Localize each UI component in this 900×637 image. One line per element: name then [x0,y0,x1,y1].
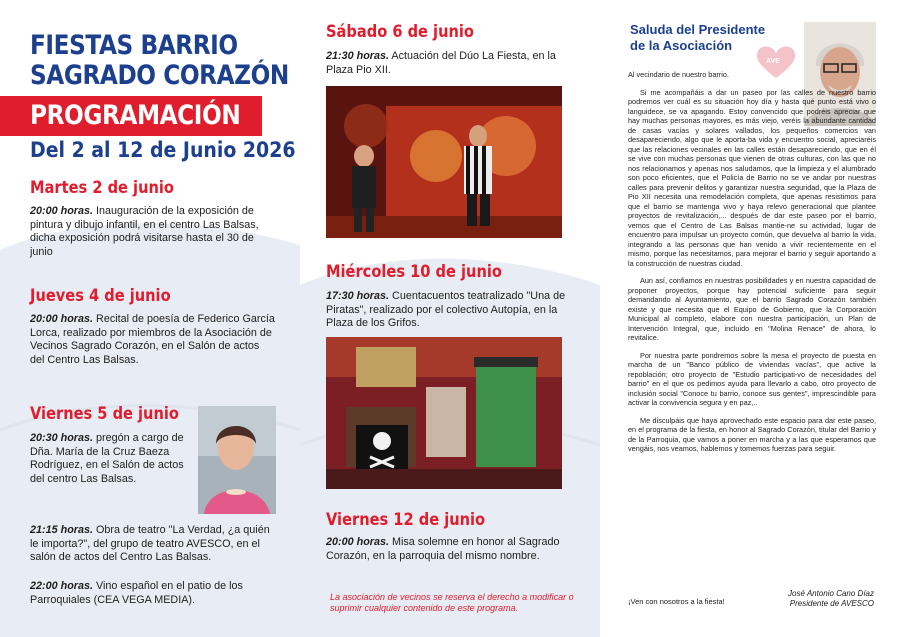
day-heading-miercoles: Miércoles 10 de junio [326,262,502,282]
event-text: Misa solemne en honor al Sagrado Corazón, en la parroquia del mismo nombre. [326,536,560,562]
event-time: 20:00 horas. [30,313,94,325]
event-time: 21:15 horas. [30,524,94,536]
event-text: pregón a cargo de Dña. María de la Cruz Baeza Rodríguez, en el Salón de actos del centro Las Balsas. [30,432,184,485]
programacion-band [0,96,262,136]
letter-paragraph-2: Aun así, confiamos en nuestras posibilidades y en nuestra capacidad de proponer proyectos, porque hay potencial suficiente para seguir demandando al Ayuntamiento, que el barrio Sagrado Corazón también existe y que necesita que el Equipo de Gobierno, que la Corporación Municipal al completo, elabore con nuestra participación, un Plan de Intervención Integral, que, incluido en "Molina Renace" de ahora, lo revitalice. [628,276,876,342]
day-heading-jueves: Jueves 4 de junio [30,286,171,306]
signature-name: José Antonio Cano Díaz [788,589,874,598]
event-time: 20:30 horas. [30,432,94,444]
logo-text: AVE [766,58,780,65]
photo-duo-la-fiesta [326,86,562,238]
event-text: Inauguración de la exposición de pintura y dibujo infantil, en el centro Las Balsas, dicha exposición podrá visitarse hasta el 30 de junio [30,205,259,258]
band-label: PROGRAMACIÓN [30,100,241,131]
event-text: Cuentacuentos teatralizado "Una de Piratas", realizado por el colectivo Autopía, en la Plaza de los Grifos. [326,290,566,330]
event-time: 22:00 horas. [30,580,94,592]
event-text: Obra de teatro "La Verdad, ¿a quién le importa?", del grupo de teatro AVESCO, en el salón de actos del Centro Las Balsas. [30,524,270,564]
event-martes [30,205,276,259]
letter-paragraph-3: Por nuestra parte pondremos sobre la mesa el proyecto de puesta en marcha de un "Banco público de viviendas vacías", que active la repoblación; otro proyecto de "Estudio participati-vo de necesidades del barrio" en el que os pedimos ayuda para llevarlo a cabo, otro proyecto de inclusión social "Conoce tu barrio, conoce sus gentes", imprescindible para activar la convivencia segura y en paz,.. [628,350,876,407]
title-line-1: FIESTAS BARRIO [30,30,238,61]
president-column [600,0,900,637]
event-viernes5-pregon [30,432,190,486]
event-sabado [326,50,566,77]
letter-paragraph-4: Me disculpáis que haya aprovechado este espacio para dar este paseo, en el programa de la fiesta, en honor al Sagrado Corazón, titular del Barrio y de la Parroquia, que vamos a poner en marcha y a las que esperamos que vengáis, nos veamos, hablemos y tomemos fuerzas para seguir. [628,415,876,453]
event-time: 21:30 horas. [326,50,390,62]
president-title [630,22,765,54]
event-jueves [30,313,276,367]
event-time: 20:00 horas. [326,536,390,548]
disclaimer-note: La asociación de vecinos se reserva el derecho a modificar o suprimir cualquier contenido de este programa. [330,592,574,613]
letter-paragraph-1: Si me acompañáis a dar un paseo por las calles de nuestro barrio podremos ver cuál es su situación hoy día y hasta qué punto está vivo o languidece, se va apagando. Estoy convencido que podréis apreciar que hay muchas personas mayores, es más viejo, veréis la abundante cantidad de casas vacías y solares vallados, los pequeños comercios van desapareciendo, algo que le aporta-ba vida y encuentro social, apreciaréis que las relaciones vecinales en las calles están desapareciendo, que en él se vive con muchas personas que vienen de otras culturas, con las que no nos relacionamos y apenas nos saludamos, que la limpieza y el alumbrado son poco eficientes, que el Policía de Barrio no se ve andar por nuestras calles para prevenir delitos y garantizar nuestra seguridad, que la Plaza de Pio XII necesita una remodelación completa, que apenas resistimos para que el barrio se mantenga vivo y haya relevo generacional que plantee proyectos de revitalización,... después de dar este paseo por el barrio, vemos que el Centro de Las Balsas mantie-ne su actividad, lugar de encuentro para impulsar un proyecto común, que devuelva al barrio la vida, integrando a las personas que han venido a vivir recientemente en el mismo, porque las necesitamos, para mejorar el barrio y seguir aportando a la construcción de nuestras ciudad. [628,87,876,268]
program-column-left [0,0,300,637]
president-title-line-2: de la Asociación [630,38,733,53]
signature-role: Presidente de AVESCO [789,599,874,608]
president-letter [628,70,876,462]
program-column-middle [300,0,600,637]
event-time: 17:30 horas. [326,290,390,302]
event-miercoles [326,290,570,331]
event-viernes5-vino [30,580,280,607]
day-heading-martes: Martes 2 de junio [30,178,174,198]
event-text: Vino español en el patio de los Parroquiales (CEA VEGA MEDIA). [30,580,243,606]
event-text: Recital de poesía de Federico García Lorca, realizado por miembros de la Asociación de Vecinos Sagrado Corazón, en el Salón de actos del Centro Las Balsas. [30,313,275,366]
event-viernes5-teatro [30,524,280,565]
letter-closing: ¡Ven con nosotros a la fiesta! [628,597,725,606]
letter-greeting: Al vecindario de nuestro barrio. [628,70,729,79]
president-title-line-1: Saluda del Presidente [630,22,766,37]
photo-pregonera [198,406,276,514]
event-text: Actuación del Dúo La Fiesta, en la Plaza Pio XII. [326,50,556,76]
day-heading-viernes5: Viernes 5 de junio [30,404,179,424]
day-heading-viernes12: Viernes 12 de junio [326,510,486,530]
day-heading-sabado: Sábado 6 de junio [326,22,474,42]
dates-range: Del 2 al 12 de Junio 2026 [30,138,296,162]
photo-cuentacuentos [326,337,562,489]
signature [788,589,874,609]
event-viernes12 [326,536,570,563]
event-time: 20:00 horas. [30,205,94,217]
title-line-2: SAGRADO CORAZÓN [30,60,289,91]
